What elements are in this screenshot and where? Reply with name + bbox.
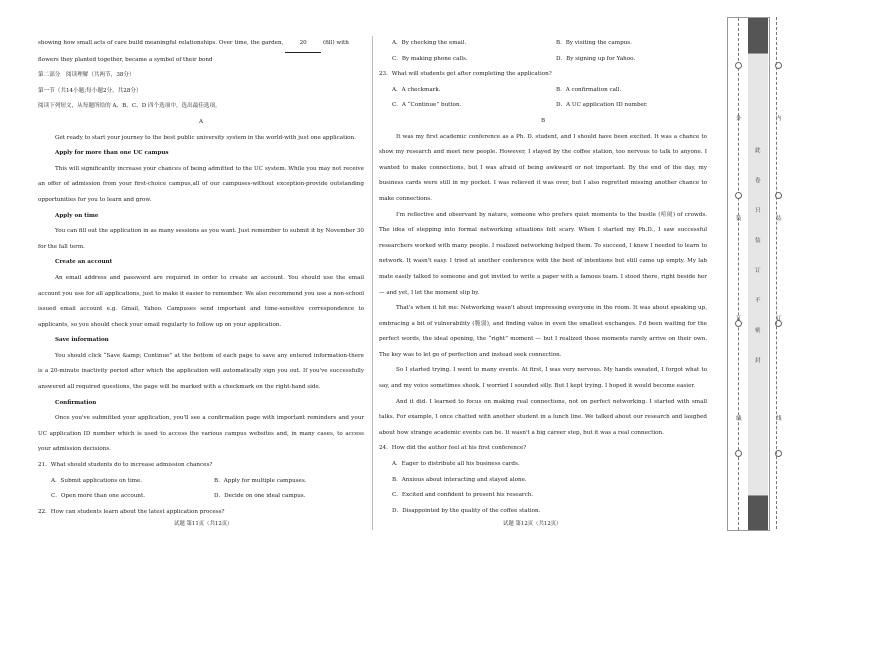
binding-hole (735, 192, 742, 199)
passage-b-p3: That's when it hit me: Networking wasn't about impressing everyone in the room. It was about speaking up, embracing a bit of vulnerability (脆弱), and finding value in even the smallest exchanges. I'd been waiting for the perfect words, the ideal opening, the “right” moment — but I realized those moments rarely arrive on their own. The key was to let go of perfection and instead seek connection. (379, 305, 707, 358)
heading-save-information: Save information (55, 337, 109, 344)
passage-a-p1: Get ready to start your journey to the best public university system in the world-with just one application. (55, 134, 356, 141)
option: B．By visiting the campus. (556, 40, 632, 46)
passage-b-p4: So I started trying. I went to many events. At first, I was very nervous. My hands sweated, I forgot what to say, and my voice sometimes shook. I worried I sounded silly. But I kept trying. I hoped it would become easier. (379, 367, 707, 390)
heading-apply-on-time: Apply on time (55, 212, 99, 219)
question-22-options (379, 36, 707, 67)
question-23-options (379, 83, 707, 114)
strip-band-bottom (748, 495, 768, 530)
strip-main (748, 53, 768, 496)
option: A．By checking the email. (392, 40, 467, 46)
inner-label: 装 (776, 216, 782, 222)
notice-char: 封 (755, 358, 761, 364)
question-24: 24．How did the author feel at his first conference? (379, 445, 527, 452)
heading-apply-multiple: Apply for more than one UC campus (55, 150, 169, 157)
option: D．Decide on one ideal campus. (214, 493, 306, 500)
option: D．Disappointed by the quality of the coffee station. (392, 507, 541, 514)
binding-hole (735, 450, 742, 457)
outer-label: 外 (736, 116, 742, 122)
option: B．A confirmation call. (556, 86, 622, 93)
passage-b-p2: I'm reflective and observant by nature, someone who prefers quiet moments to the bustle (喧闹) of crowds. The idea of stepping into formal networking situations felt scary. When I started my Ph.D., I saw successful researchers worked with many people. I realized networking helped them. To succeed, I knew I needed to learn to network. It wasn't easy. I tried at another conference with the best of intentions but still came up empty. My lab mate easily talked to someone and got invited to write a paper with a famous team. I stood there, right beside her — and yet, I let the moment slip by. (379, 211, 707, 296)
passage-a-p3: You can fill out the application in as many sessions as you want. Just remember to submit it by November 30 for the fall term. (38, 228, 364, 250)
passage-label-b: B (540, 117, 546, 124)
passage-a-p2: This will significantly increase your chances of being admitted to the UC system. While you may not receive an offer of admission from your first-choice campus,all of our campuses-without exception-provide outstanding opportunities for you to learn and grow. (38, 165, 364, 203)
option: B．Apply for multiple campuses. (214, 477, 307, 484)
option: C．Open more than one account. (51, 493, 145, 500)
option: D．By signing up for Yahoo. (556, 55, 636, 62)
inner-dashed-line (776, 17, 777, 529)
inner-label: 内 (776, 116, 782, 122)
column-divider (372, 36, 373, 530)
option: A．Eager to distribute all his business cards. (392, 461, 520, 468)
right-page (379, 36, 707, 532)
passage-b-p5: And it did. I learned to focus on making real connections, not on perfect networking. I started with small talks. For example, I once chatted with another student in a lunch line. We talked about our research and laughed about how strange academic events can be. It wasn't a big career step, but it was a real connection. (379, 398, 707, 436)
intro-line: showing how small acts of care build meaningful relationships. Over time, the garden, 20 (fill) with (38, 36, 364, 53)
heading-create-account: Create an account (55, 259, 113, 266)
notice-char: 只 (755, 208, 761, 214)
notice-char: 卷 (755, 178, 761, 184)
notice-char: 订 (755, 268, 761, 274)
intro-line-2: flowers they planted together, became a symbol of their bond (38, 56, 213, 63)
passage-b-p1: It was my first academic conference as a Ph. D. student, and I should have been excited. It was a chance to show my research and meet new people. However, I stayed by the coffee station, too nervous to talk to anyone. I wanted to make connections, but I was afraid of being awkward or not important. By the end of the day, my business cards were still in my pocket. I was relieved it was over, but I also regretted missing another chance to make connections. (379, 133, 707, 202)
passage-a-p5: You should click “Save &amp; Continue” at the bottom of each page to save any entered information-there is a 20-minute inactivity period after which the application will automatically sign you out. If you've successfully answered all required questions, the page will be marked with a checkmark on the right-hand side. (38, 352, 364, 391)
notice-char: 密 (755, 328, 761, 334)
option: D．A UC application ID number. (556, 102, 648, 109)
notice-char: 不 (755, 298, 761, 304)
section-title: 第一节（共14小题;每小题2分，共28分） (38, 87, 142, 94)
passage-a-p4: An email address and password are required in order to create an account. You should use the email account you use for all applications, just to make it easier to remember. We also recommend you use a non-school issued email account e.g. Gmail, Yahoo. Campuses send important and time-sensitive correspondence to applicants, so you should check your email regularly to follow up on your application. (38, 274, 364, 328)
option: A．A checkmark. (392, 86, 441, 93)
binding-strip (727, 17, 782, 531)
option: A．Submit applications on time. (51, 477, 143, 484)
question-24-options (379, 457, 707, 519)
part-title: 第二部分 阅读理解（共两节，38分） (38, 72, 135, 79)
option: B．Anxious about interacting and stayed alone. (392, 476, 527, 483)
heading-confirmation: Confirmation (55, 399, 97, 406)
outer-label: 装 (736, 216, 742, 222)
question-21-options (38, 474, 364, 505)
option: C．By making phone calls. (392, 55, 468, 62)
left-page (38, 36, 364, 532)
option: C．Excited and confident to present his research. (392, 492, 534, 499)
question-23: 23．What will students get after completing the application? (379, 71, 552, 78)
binding-hole (735, 62, 742, 69)
page-footer-right: 试题 第12页（共12页） (503, 521, 562, 527)
outer-label: 订 (736, 316, 742, 322)
strip-band-top (748, 18, 768, 53)
option: C．A “Continue” button. (392, 102, 462, 109)
page-footer-left: 试题 第11页（共12页） (174, 521, 233, 527)
question-21: 21．What should students do to increase admission chances? (38, 462, 213, 469)
outer-label: 线 (736, 416, 742, 422)
instruction: 阅读下列短文，从每题所给的 A、B、C、D 四个选项中，选出最佳选项。 (38, 103, 221, 110)
inner-label: 线 (776, 416, 782, 422)
question-22: 22．How can students learn about the latest application process? (38, 508, 225, 515)
inner-label: 订 (776, 316, 782, 322)
passage-label-a: A (198, 118, 204, 125)
fill-blank: 20 (285, 36, 321, 53)
passage-a-p6: Once you've submitted your application, you'll see a confirmation page with important reminders and your UC application ID number which is used to access the various campus websites and, in many cases, to access your admission decisions. (38, 415, 364, 453)
notice-char: 装 (755, 238, 761, 244)
notice-char: 此 (755, 148, 761, 154)
